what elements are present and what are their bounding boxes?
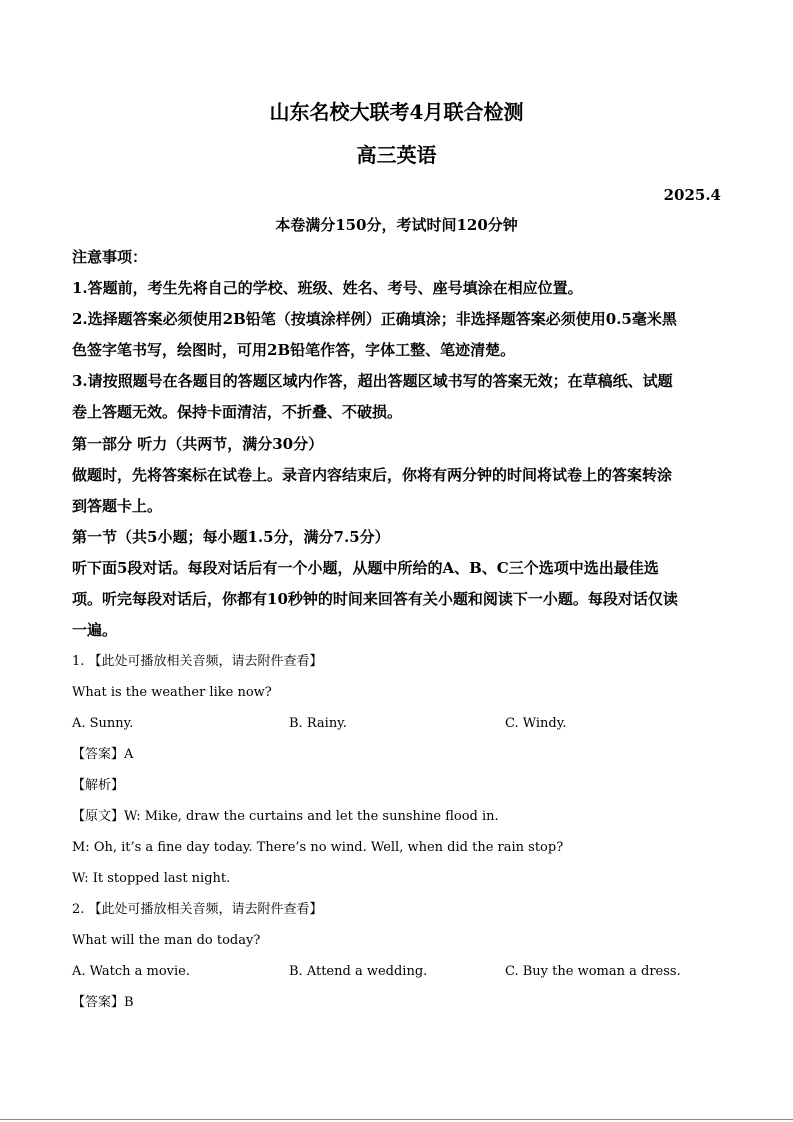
notice-line: 色签字笔书写，绘图时，可用2B铅笔作答，字体工整、笔迹清楚。 [72,341,516,359]
exam-title: 山东名校大联考4月联合检测 [269,100,524,124]
option-a: A. Sunny. [72,716,134,731]
notice-heading: 注意事项： [72,248,148,266]
section1-intro-line: 项。听完每段对话后，你都有10秒钟的时间来回答有关小题和阅读下一小题。每段对话仅读 [72,590,678,608]
transcript-line: 【原文】W: Mike, draw the curtains and let the sunshine flood in. [72,809,499,824]
question-1-label: 1. 【此处可播放相关音频，请去附件查看】 [72,654,323,669]
notice-section [72,242,722,428]
exam-date: 2025.4 [663,186,721,204]
page-bottom-divider [0,1119,793,1120]
question-2-label: 2. 【此处可播放相关音频，请去附件查看】 [72,902,323,917]
questions-section [72,646,722,1018]
part1-heading: 第一部分 听力（共两节，满分30分） [72,435,324,453]
section1-intro-line: 一遍。 [72,621,118,639]
notice-line: 1.答题前，考生先将自己的学校、班级、姓名、考号、座号填涂在相应位置。 [72,279,583,297]
part1-section [72,429,722,646]
option-c: C. Buy the woman a dress. [505,964,681,979]
question-1-analysis: 【解析】 [72,778,125,793]
question-1-answer: 【答案】A [72,747,134,762]
question-1-stem: What is the weather like now? [72,685,272,700]
transcript-line: W: It stopped last night. [72,871,231,886]
question-2-options [72,956,722,987]
option-a: A. Watch a movie. [72,964,191,979]
part1-intro-line: 到答题卡上。 [72,497,163,515]
section1-heading: 第一节（共5小题；每小题1.5分，满分7.5分） [72,528,390,546]
option-b: B. Rainy. [289,716,347,731]
question-2-stem: What will the man do today? [72,933,261,948]
notice-line: 2.选择题答案必须使用2B铅笔（按填涂样例）正确填涂；非选择题答案必须使用0.5毫米黑 [72,310,677,328]
score-time-line: 本卷满分150分，考试时间120分钟 [275,216,518,234]
notice-line: 3.请按照题号在各题目的答题区域内作答，超出答题区域书写的答案无效；在草稿纸、试题 [72,372,673,390]
transcript-line: M: Oh, it’s a fine day today. There’s no wind. Well, when did the rain stop? [72,840,564,855]
option-c: C. Windy. [505,716,567,731]
section1-intro-line: 听下面5段对话。每段对话后有一个小题，从题中所给的A、B、C三个选项中选出最佳选 [72,559,659,577]
question-1-options [72,708,722,739]
notice-line: 卷上答题无效。保持卡面清洁，不折叠、不破损。 [72,403,403,421]
question-2-answer: 【答案】B [72,995,134,1010]
option-b: B. Attend a wedding. [289,964,428,979]
part1-intro-line: 做题时，先将答案标在试卷上。录音内容结束后，你将有两分钟的时间将试卷上的答案转涂 [72,466,673,484]
exam-subject: 高三英语 [356,143,437,167]
